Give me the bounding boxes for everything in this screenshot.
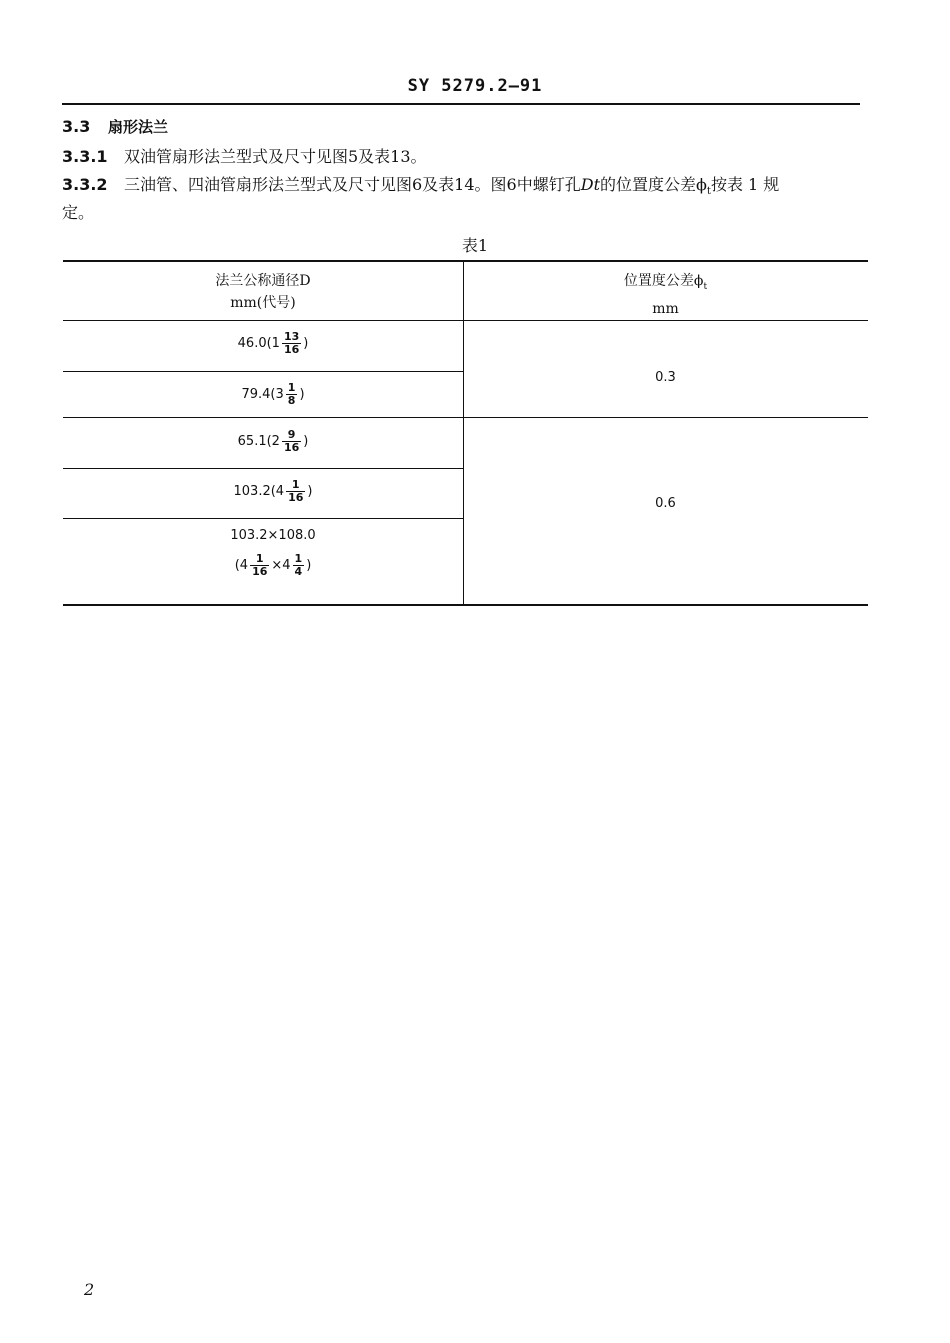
fraction-denominator: 4 <box>294 565 303 578</box>
row-mid: ×4 <box>271 558 291 573</box>
dt-symbol: Dt <box>580 175 600 194</box>
row-value: 79.4(3 <box>241 387 284 402</box>
document-code-header: SY 5279.2—91 <box>407 76 543 96</box>
fraction <box>286 479 305 504</box>
section-title: 扇形法兰 <box>108 118 169 136</box>
row-value: 65.1(2 <box>237 434 280 449</box>
group-rule <box>63 417 868 418</box>
header-rule <box>62 103 860 105</box>
table-row <box>63 429 483 454</box>
section-text-d: 定。 <box>62 203 95 222</box>
section-text-a: 三油管、四油管扇形法兰型式及尺寸见图6及表14。图6中螺钉孔 <box>124 175 581 194</box>
col2-header-sub: t <box>703 281 708 292</box>
row-rule <box>63 468 463 469</box>
fraction-numerator: 9 <box>282 429 301 442</box>
col1-header-line2: mm(代号) <box>230 295 296 311</box>
fraction-denominator: 16 <box>283 343 300 356</box>
section-number: 3.3.2 <box>62 175 108 194</box>
row-value-line2 <box>63 553 483 578</box>
col1-header-line1: 法兰公称通径D <box>215 273 311 289</box>
table-caption: 表1 <box>461 236 489 255</box>
tolerance-table <box>63 260 868 608</box>
row-open: (4 <box>234 558 249 573</box>
row-value: 103.2×108.0 <box>230 528 316 543</box>
fraction <box>250 553 269 578</box>
row-close: ) <box>307 484 313 499</box>
header-bottom-rule <box>63 320 868 321</box>
table-top-rule <box>63 260 868 262</box>
fraction <box>282 331 301 356</box>
row-rule <box>63 518 463 519</box>
section-text: 双油管扇形法兰型式及尺寸见图5及表13。 <box>124 147 427 166</box>
row-close: ) <box>306 558 312 573</box>
fraction-numerator: 13 <box>283 330 300 343</box>
table-row <box>63 382 483 407</box>
fraction-denominator: 16 <box>252 565 268 578</box>
section-number: 3.3 <box>62 117 91 136</box>
col1-header <box>63 270 463 314</box>
table-bottom-rule <box>63 604 868 606</box>
section-3-3-1 <box>62 144 427 167</box>
fraction-numerator: 1 <box>250 553 269 566</box>
section-3-3-2-continued <box>62 200 94 223</box>
col2-header <box>463 270 868 320</box>
fraction-denominator: 16 <box>288 491 304 504</box>
fraction <box>282 429 301 454</box>
fraction-numerator: 1 <box>286 479 305 492</box>
row-close: ) <box>303 434 309 449</box>
section-number: 3.3.1 <box>62 147 108 166</box>
table-row <box>63 331 483 356</box>
phi-subscript: t <box>706 186 711 198</box>
table-row <box>63 528 483 578</box>
col2-header-line1: 位置度公差ϕ <box>623 273 704 289</box>
fraction-numerator: 1 <box>294 552 303 565</box>
row-close: ) <box>303 336 309 351</box>
fraction <box>286 382 298 407</box>
fraction-denominator: 16 <box>283 441 300 454</box>
section-text-c: 按表 1 规 <box>710 175 780 194</box>
section-3-3 <box>62 116 168 137</box>
row-value: 46.0(1 <box>237 336 280 351</box>
fraction <box>293 553 305 578</box>
table-row <box>63 479 483 504</box>
tolerance-value: 0.6 <box>655 496 676 511</box>
section-text-b: 的位置度公差ϕ <box>600 175 707 194</box>
fraction-numerator: 1 <box>287 381 296 394</box>
col2-header-line2: mm <box>652 300 679 317</box>
row-rule <box>63 371 463 372</box>
row-value: 103.2(4 <box>233 484 285 499</box>
page-number: 2 <box>84 1280 95 1299</box>
fraction-denominator: 8 <box>287 394 296 407</box>
section-3-3-2 <box>62 172 779 197</box>
tolerance-value: 0.3 <box>655 370 676 385</box>
row-close: ) <box>299 387 305 402</box>
